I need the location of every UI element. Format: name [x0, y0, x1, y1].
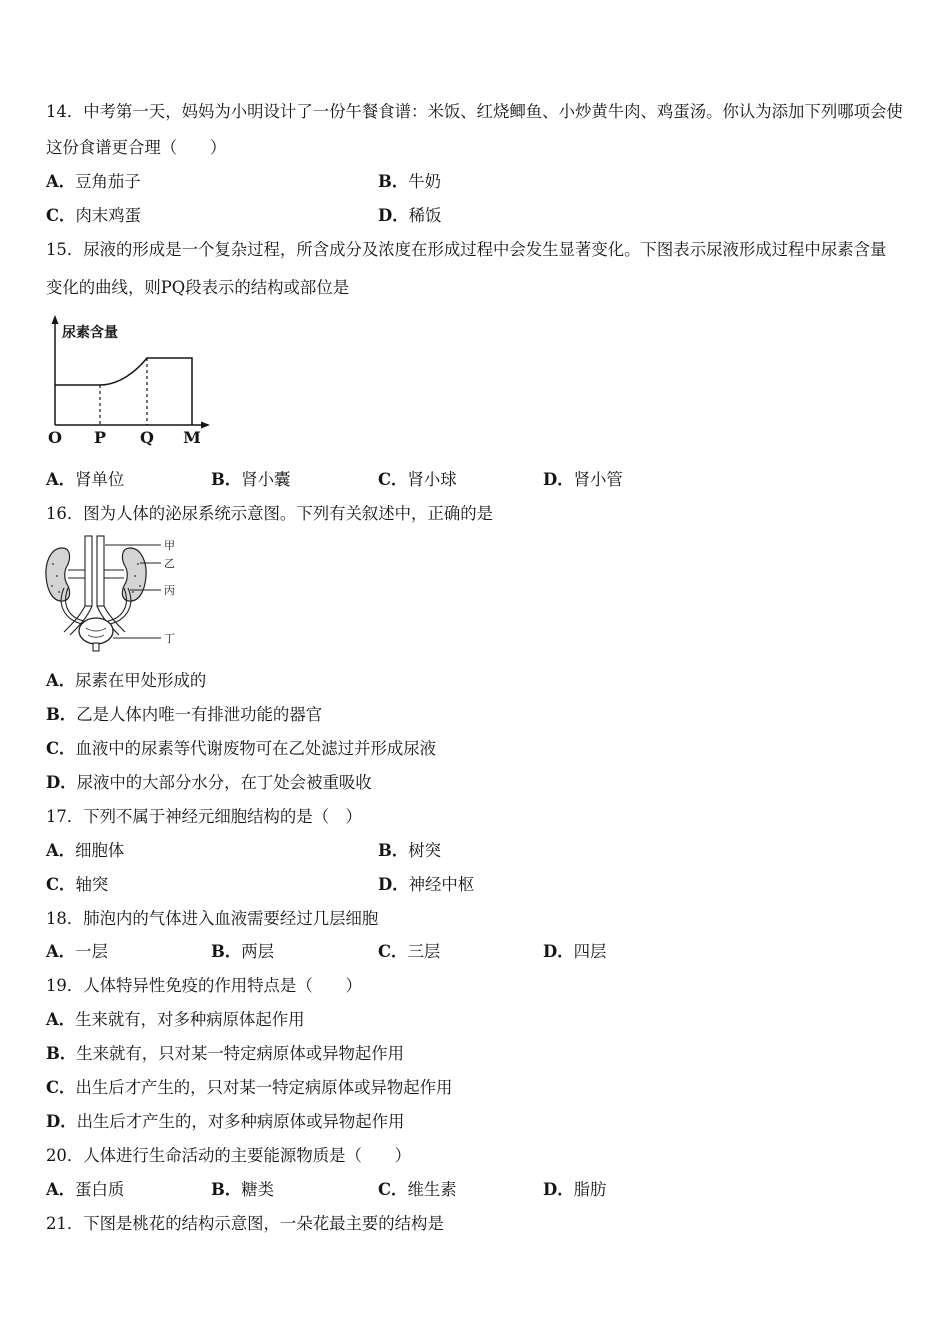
axis-point-o: O: [48, 428, 62, 447]
vena-cava: [97, 536, 104, 606]
q16-stem-line-1: [46, 503, 926, 525]
x-axis-arrow: [201, 422, 210, 429]
q15-stem-line-1: [46, 239, 926, 261]
q18-option-c: [378, 941, 440, 963]
q19-option-d-text: 出生后才产生的，对多种病原体或异物起作用: [76, 1112, 405, 1131]
q17-stem-text-1: 下列不属于神经元细胞结构的是（ ）: [83, 807, 362, 826]
q18-option-c-text: 三层: [407, 942, 441, 961]
q20-options-row: [46, 1179, 926, 1201]
q16-option-d-text: 尿液中的大部分水分，在丁处会被重吸收: [76, 773, 372, 792]
q18-stem-line-1: [46, 908, 926, 930]
texture-dot: [51, 585, 53, 587]
q19-option-c-label: C．: [46, 1078, 76, 1097]
axis-point-m: M: [183, 428, 201, 447]
q16-option-c: [46, 738, 926, 760]
q16-option-b: [46, 704, 926, 726]
q19-option-b-label: B．: [46, 1044, 77, 1063]
q19-option-d-label: D．: [46, 1112, 77, 1131]
q19-option-d: [46, 1111, 926, 1133]
q21-number: 21．: [46, 1214, 84, 1233]
texture-dot: [132, 591, 134, 593]
q17-option-a-label: A．: [46, 841, 76, 860]
q15-option-c-label: C．: [378, 470, 408, 489]
q14-stem-text-2: 这份食谱更合理（ ）: [46, 138, 227, 157]
q18-option-b: [211, 941, 274, 963]
q19-option-b-text: 生来就有，只对某一特定病原体或异物起作用: [76, 1044, 405, 1063]
left-renal-vessels: [68, 570, 85, 578]
q17-option-a: [46, 840, 124, 862]
q20-option-c-text: 维生素: [407, 1180, 457, 1199]
q18-stem-text-1: 肺泡内的气体进入血液需要经过几层细胞: [83, 909, 379, 928]
q15-option-b-label: B．: [211, 470, 242, 489]
label-yi: 乙: [164, 557, 175, 570]
q19-option-b: [46, 1043, 926, 1065]
q18-option-b-text: 两层: [241, 942, 275, 961]
y-axis-arrow: [52, 315, 59, 324]
q19-option-a: [46, 1009, 926, 1031]
q14-number: 14．: [46, 102, 84, 121]
q14-option-d-text: 稀饭: [408, 206, 442, 225]
q17-option-a-text: 细胞体: [75, 841, 125, 860]
q18-option-a: [46, 941, 108, 963]
q20-option-a: [46, 1179, 124, 1201]
q14-option-c-label: C．: [46, 206, 76, 225]
q15-option-d: [543, 469, 623, 491]
urea-curve-figure: [42, 312, 217, 452]
q14-option-d: [378, 205, 441, 227]
q20-option-d-text: 脂肪: [573, 1180, 607, 1199]
q15-option-a-label: A．: [46, 470, 76, 489]
q18-option-d-text: 四层: [573, 942, 607, 961]
q20-option-a-label: A．: [46, 1180, 76, 1199]
q15-option-a: [46, 469, 124, 491]
q17-option-c-text: 轴突: [75, 875, 109, 894]
q16-stem-text-1: 图为人体的泌尿系统示意图。下列有关叙述中，正确的是: [83, 504, 494, 523]
q20-option-b: [211, 1179, 274, 1201]
q17-option-c-label: C．: [46, 875, 76, 894]
q19-option-a-label: A．: [46, 1010, 76, 1029]
q14-options-row-2: [46, 205, 926, 227]
q16-option-a: [46, 670, 926, 692]
q20-stem-line-1: [46, 1145, 926, 1167]
label-ding: 丁: [164, 632, 175, 645]
q18-option-b-label: B．: [211, 942, 242, 961]
q16-number: 16．: [46, 504, 84, 523]
q19-option-c: [46, 1077, 926, 1099]
q14-option-c: [46, 205, 141, 227]
q16-option-b-label: B．: [46, 705, 77, 724]
q20-option-c: [378, 1179, 457, 1201]
q14-option-b-text: 牛奶: [408, 172, 442, 191]
q17-option-b: [378, 840, 441, 862]
q16-option-c-text: 血液中的尿素等代谢废物可在乙处滤过并形成尿液: [75, 739, 437, 758]
q16-option-c-label: C．: [46, 739, 76, 758]
texture-dot: [56, 575, 58, 577]
urinary-system-figure: [42, 536, 192, 652]
q17-options-row-2: [46, 874, 926, 896]
urea-curve: [55, 358, 192, 425]
q21-stem-line-1: [46, 1213, 926, 1235]
q20-option-b-label: B．: [211, 1180, 242, 1199]
q19-option-a-text: 生来就有，对多种病原体起作用: [75, 1010, 305, 1029]
q17-option-d-text: 神经中枢: [408, 875, 475, 894]
q15-option-d-text: 肾小管: [573, 470, 623, 489]
q15-option-c-text: 肾小球: [407, 470, 457, 489]
q14-option-d-label: D．: [378, 206, 409, 225]
q16-option-d-label: D．: [46, 773, 77, 792]
q16-option-a-label: A．: [46, 671, 76, 690]
label-bing: 丙: [164, 584, 175, 597]
q14-stem-line-2: [46, 137, 926, 159]
q17-option-b-label: B．: [378, 841, 409, 860]
q18-option-d: [543, 941, 606, 963]
q18-number: 18．: [46, 909, 84, 928]
q17-option-c: [46, 874, 108, 896]
texture-dot: [58, 591, 60, 593]
q14-option-b: [378, 171, 441, 193]
q20-option-d-label: D．: [543, 1180, 574, 1199]
q14-options-row-1: [46, 171, 926, 193]
q20-stem-text-1: 人体进行生命活动的主要能源物质是（ ）: [83, 1146, 412, 1165]
q16-option-b-text: 乙是人体内唯一有排泄功能的器官: [76, 705, 323, 724]
q15-option-b: [211, 469, 290, 491]
q15-stem-line-2: [46, 277, 926, 299]
q17-option-d-label: D．: [378, 875, 409, 894]
y-axis-label: 尿素含量: [62, 325, 118, 341]
q16-option-d: [46, 772, 926, 794]
q19-option-c-text: 出生后才产生的，只对某一特定病原体或异物起作用: [75, 1078, 453, 1097]
texture-dot: [139, 585, 141, 587]
q16-option-a-text: 尿素在甲处形成的: [75, 671, 207, 690]
q17-stem-line-1: [46, 806, 926, 828]
q15-option-d-label: D．: [543, 470, 574, 489]
q15-option-b-text: 肾小囊: [241, 470, 291, 489]
q15-number: 15．: [46, 240, 84, 259]
q15-stem-text-1: 尿液的形成是一个复杂过程，所含成分及浓度在形成过程中会发生显著变化。下图表示尿液形成过程中尿素含量: [83, 240, 887, 259]
q18-option-a-label: A．: [46, 942, 76, 961]
texture-dot: [134, 575, 136, 577]
label-jia: 甲: [164, 539, 175, 552]
axis-point-p: P: [93, 428, 107, 447]
q20-option-a-text: 蛋白质: [75, 1180, 125, 1199]
q18-options-row: [46, 941, 926, 963]
q20-option-b-text: 糖类: [241, 1180, 275, 1199]
q18-option-d-label: D．: [543, 942, 574, 961]
q21-stem-text-1: 下图是桃花的结构示意图，一朵花最主要的结构是: [83, 1214, 444, 1233]
aorta: [85, 536, 92, 606]
q19-stem-line-1: [46, 975, 926, 997]
q19-number: 19．: [46, 976, 84, 995]
urethra: [93, 643, 99, 651]
q14-option-a-label: A．: [46, 172, 76, 191]
q15-options-row: [46, 469, 926, 491]
q17-option-b-text: 树突: [408, 841, 442, 860]
q17-options-row-1: [46, 840, 926, 862]
q15-option-a-text: 肾单位: [75, 470, 125, 489]
q17-number: 17．: [46, 807, 84, 826]
q20-option-c-label: C．: [378, 1180, 408, 1199]
q20-option-d: [543, 1179, 606, 1201]
q18-option-a-text: 一层: [75, 942, 108, 961]
right-renal-vessels: [104, 570, 124, 578]
q14-stem-text-1: 中考第一天，妈妈为小明设计了一份午餐食谱：米饭、红烧鲫鱼、小炒黄牛肉、鸡蛋汤。你认为添加下列哪项会使: [83, 102, 903, 121]
q18-option-c-label: C．: [378, 942, 408, 961]
axis-point-q: Q: [140, 428, 154, 447]
q20-number: 20．: [46, 1146, 84, 1165]
q17-option-d: [378, 874, 474, 896]
q14-option-a-text: 豆角茄子: [75, 172, 141, 191]
q19-stem-text-1: 人体特异性免疫的作用特点是（ ）: [83, 976, 362, 995]
q15-option-c: [378, 469, 457, 491]
q14-stem-line-1: [46, 101, 926, 123]
q14-option-c-text: 肉末鸡蛋: [75, 206, 141, 225]
texture-dot: [137, 563, 139, 565]
q14-option-b-label: B．: [378, 172, 409, 191]
texture-dot: [52, 563, 54, 565]
q15-stem-text-2: 变化的曲线，则PQ段表示的结构或部位是: [46, 278, 350, 297]
q14-option-a: [46, 171, 141, 193]
